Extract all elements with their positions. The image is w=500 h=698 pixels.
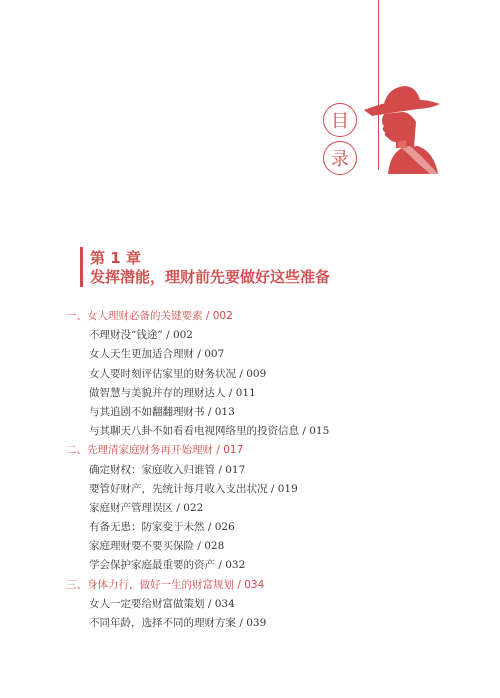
contents-char-lu <box>323 141 357 175</box>
toc-section-2[interactable]: 二、先理清家庭财务再开始理财 / 017 <box>66 444 244 457</box>
toc-item[interactable]: 做智慧与美貌并存的理财达人 / 011 <box>89 386 256 399</box>
lady-in-hat-illustration <box>362 82 442 174</box>
toc-item[interactable]: 家庭财产管理误区 / 022 <box>89 501 204 514</box>
toc-item[interactable]: 家庭理财要不要买保险 / 028 <box>89 540 225 553</box>
toc-item[interactable]: 女人一定要给财富做策划 / 034 <box>89 597 235 610</box>
toc-item[interactable]: 要管好财产，先统计每月收入支出状况 / 019 <box>89 482 298 495</box>
toc-item[interactable]: 学会保护家庭最重要的资产 / 032 <box>89 559 246 572</box>
toc-section-3[interactable]: 三、身体力行，做好一生的财富规划 / 034 <box>66 578 265 591</box>
chapter-accent-bar <box>80 247 83 287</box>
toc-section-1[interactable]: 一、女人理财必备的关键要素 / 002 <box>66 310 233 322</box>
contents-char-mu <box>323 103 357 137</box>
toc-item[interactable]: 不同年龄，选择不同的理财方案 / 039 <box>89 617 267 629</box>
toc-item[interactable]: 女人天生更加适合理财 / 007 <box>89 348 225 361</box>
toc-item[interactable]: 女人要时刻评估家里的财务状况 / 009 <box>89 367 267 380</box>
toc-item[interactable]: 不理财没“钱途” / 002 <box>89 329 193 342</box>
table-of-contents <box>66 307 406 633</box>
toc-item[interactable]: 有备无患：防家变于未然 / 026 <box>89 521 235 534</box>
chapter-number: 第 1 章 <box>90 249 141 267</box>
toc-item[interactable]: 与其追剧不如翻翻理财书 / 013 <box>89 405 235 418</box>
toc-item[interactable]: 与其聊天八卦不如看看电视网络里的投资信息 / 015 <box>89 425 330 438</box>
toc-item[interactable]: 确定财权：家庭收入归谁管 / 017 <box>89 463 246 476</box>
contents-char-mu-text: 目 <box>331 111 349 132</box>
chapter-title: 发挥潜能，理财前先要做好这些准备 <box>90 268 331 286</box>
contents-char-lu-text: 录 <box>331 149 349 170</box>
